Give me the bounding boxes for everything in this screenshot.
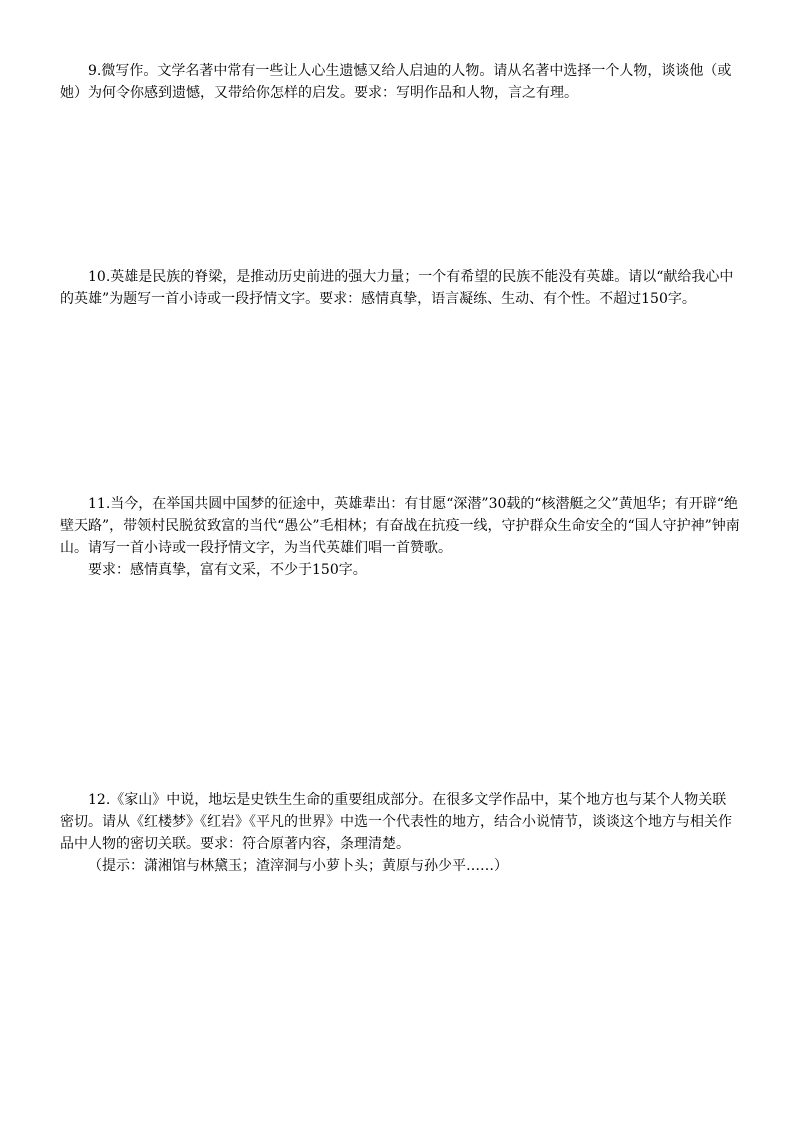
question-12 [60, 789, 740, 877]
question-9 [60, 60, 740, 104]
question-10-text: 10.英雄是民族的脊梁，是推动历史前进的强大力量；一个有希望的民族不能没有英雄。请以“献给我心中的英雄”为题写一首小诗或一段抒情文字。要求：感情真挚，语言凝练、生动、有个性。不超过150字。 [60, 269, 734, 307]
question-12-hint: （提示：潇湘馆与林黛玉；渣滓洞与小萝卜头；黄原与孙少平……） [88, 858, 508, 874]
question-11-text: 11.当今，在举国共圆中国梦的征途中，英雄辈出：有甘愿“深潜”30载的“核潜艇之父”黄旭华；有开辟“绝壁天路”，带领村民脱贫致富的当代“愚公”毛相林；有奋战在抗疫一线，守护群众生命安全的“国人守护神”钟南山。请写一首小诗或一段抒情文字，为当代英雄们唱一首赞歌。 [60, 496, 740, 556]
question-11-requirement: 要求：感情真挚，富有文采，不少于150字。 [88, 562, 367, 578]
question-12-text: 12.《家山》中说，地坛是史铁生生命的重要组成部分。在很多文学作品中，某个地方也与某个人物关联密切。请从《红楼梦》《红岩》《平凡的世界》中选一个代表性的地方，结合小说情节，谈谈这个地方与相关作品中人物的密切关联。要求：符合原著内容，条理清楚。 [60, 792, 732, 852]
question-10 [60, 266, 740, 310]
question-9-text: 9.微写作。文学名著中常有一些让人心生遗憾又给人启迪的人物。请从名著中选择一个人物，谈谈他（或她）为何令你感到遗憾，又带给你怎样的启发。要求：写明作品和人物，言之有理。 [60, 63, 732, 101]
question-11 [60, 493, 740, 581]
